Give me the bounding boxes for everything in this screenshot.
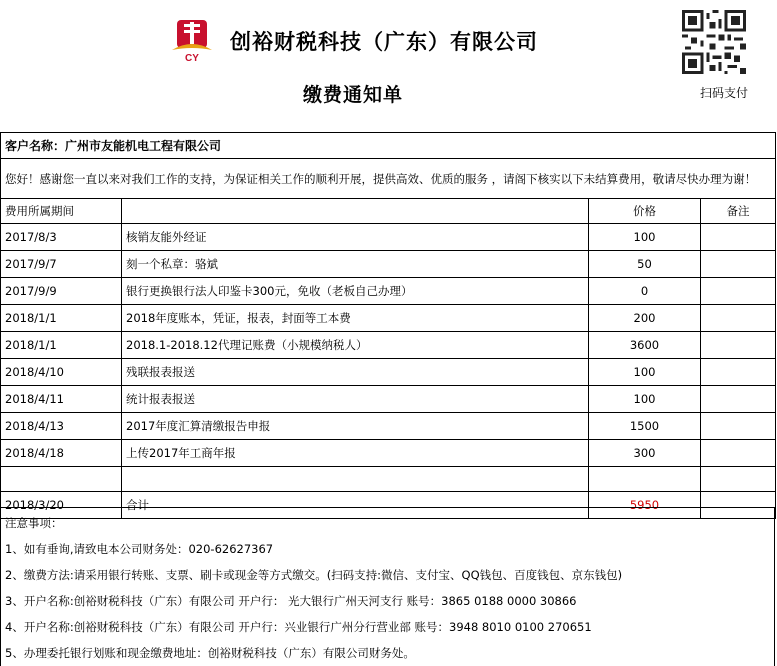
row-note — [701, 332, 776, 359]
header-note: 备注 — [701, 199, 776, 224]
row-note — [701, 278, 776, 305]
payment-qr-code[interactable] — [682, 10, 746, 74]
logo-text: CY — [185, 53, 199, 64]
header-period: 费用所属期间 — [1, 199, 122, 224]
row-price: 0 — [589, 278, 701, 305]
company-name: 创裕财税科技（广东）有限公司 — [230, 29, 538, 54]
row-price — [589, 467, 701, 492]
row-note — [701, 467, 776, 492]
header-item — [122, 199, 589, 224]
header-price: 价格 — [589, 199, 701, 224]
total-date: 2018/3/20 — [1, 492, 122, 519]
row-item: 银行更换银行法人印鉴卡300元，免收（老板自己办理） — [122, 278, 589, 305]
table-row — [1, 278, 776, 305]
row-note — [701, 413, 776, 440]
row-item: 残联报表报送 — [122, 359, 589, 386]
row-date: 2018/1/1 — [1, 305, 122, 332]
row-item: 2018年度账本，凭证，报表，封面等工本费 — [122, 305, 589, 332]
qr-caption: 扫码支付 — [700, 86, 749, 100]
row-price: 3600 — [589, 332, 701, 359]
row-item: 统计报表报送 — [122, 386, 589, 413]
row-price: 100 — [589, 386, 701, 413]
table-row — [1, 332, 776, 359]
row-date: 2017/8/3 — [1, 224, 122, 251]
greeting-row — [1, 159, 776, 199]
table-row — [1, 413, 776, 440]
row-item: 2018.1-2018.12代理记账费（小规模纳税人） — [122, 332, 589, 359]
customer-label: 客户名称： — [5, 139, 66, 153]
row-date: 2018/4/10 — [1, 359, 122, 386]
customer-row — [1, 133, 776, 159]
table-header-row — [1, 199, 776, 224]
row-price: 300 — [589, 440, 701, 467]
note-item: 4、开户名称:创裕财税科技（广东）有限公司 开户行：兴业银行广州分行营业部 账号：3948 8010 0100 270651 — [5, 620, 592, 634]
table-row — [1, 467, 776, 492]
note-item: 1、如有垂询,请致电本公司财务处：020-62627367 — [5, 542, 274, 556]
row-date: 2017/9/9 — [1, 278, 122, 305]
row-item — [122, 467, 589, 492]
document-title: 缴费通知单 — [303, 84, 404, 106]
note-item: 2、缴费方法:请采用银行转账、支票、刷卡或现金等方式缴交。(扫码支持:微信、支付宝、QQ钱包、百度钱包、京东钱包) — [5, 568, 623, 582]
row-date: 2017/9/7 — [1, 251, 122, 278]
row-date: 2018/4/18 — [1, 440, 122, 467]
table-row — [1, 251, 776, 278]
table-row — [1, 386, 776, 413]
total-amount: 5950 — [589, 492, 701, 519]
note-item: 5、办理委托银行划账和现金缴费地址：创裕财税科技（广东）有限公司财务处。 — [5, 646, 415, 660]
row-note — [701, 251, 776, 278]
table-row — [1, 305, 776, 332]
row-note — [701, 224, 776, 251]
customer-name: 广州市友能机电工程有限公司 — [65, 139, 222, 153]
row-note — [701, 386, 776, 413]
row-price: 1500 — [589, 413, 701, 440]
row-note — [701, 359, 776, 386]
row-note — [701, 305, 776, 332]
row-item: 刻一个私章：骆斌 — [122, 251, 589, 278]
company-logo — [168, 16, 216, 64]
row-date: 2018/4/11 — [1, 386, 122, 413]
total-label: 合计 — [122, 492, 589, 519]
row-date: 2018/1/1 — [1, 332, 122, 359]
row-price: 100 — [589, 224, 701, 251]
row-note — [701, 440, 776, 467]
table-row — [1, 359, 776, 386]
row-price: 100 — [589, 359, 701, 386]
greeting-text: 您好！感谢您一直以来对我们工作的支持，为保证相关工作的顺利开展，提供高效、优质的服务 ，请阁下核实以下未结算费用，敬请尽快办理为谢！ — [1, 159, 776, 199]
row-date — [1, 467, 122, 492]
row-item: 核销友能外经证 — [122, 224, 589, 251]
notes-title: 注意事项： — [5, 516, 63, 530]
table-row — [1, 224, 776, 251]
row-price: 200 — [589, 305, 701, 332]
notes-section — [0, 507, 775, 666]
row-item: 上传2017年工商年报 — [122, 440, 589, 467]
row-item: 2017年度汇算清缴报告申报 — [122, 413, 589, 440]
note-item: 3、开户名称:创裕财税科技（广东）有限公司 开户行： 光大银行广州天河支行 账号：3865 0188 0000 30866 — [5, 594, 577, 608]
row-date: 2018/4/13 — [1, 413, 122, 440]
fee-table — [0, 132, 776, 519]
row-price: 50 — [589, 251, 701, 278]
table-row — [1, 440, 776, 467]
